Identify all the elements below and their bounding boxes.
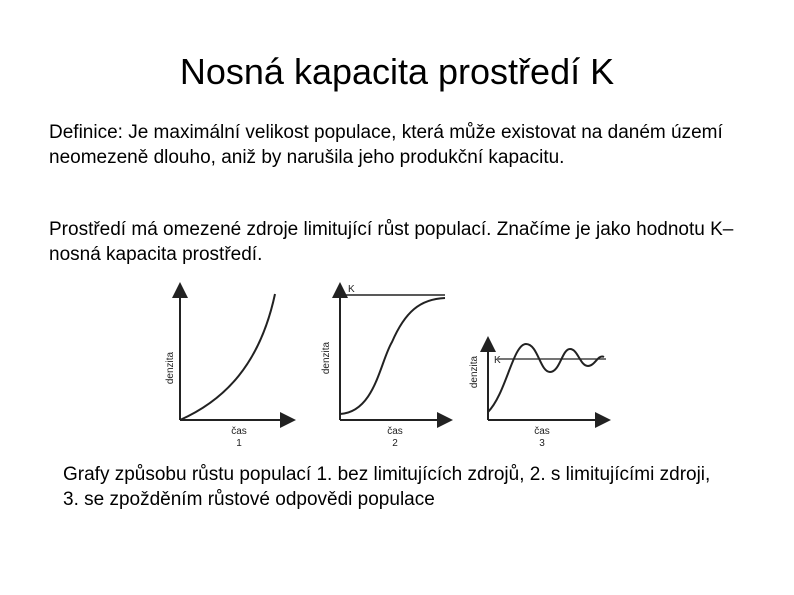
- graph-oscillating-growth: [458, 282, 608, 452]
- x-axis-label: čas: [387, 426, 403, 437]
- graph-exponential-growth: [155, 282, 295, 452]
- y-axis-label: denzita: [165, 351, 176, 385]
- growth-curve: [488, 344, 604, 412]
- y-axis-label: denzita: [321, 341, 332, 375]
- definition-text: Definice: Je maximální velikost populace, která může existovat na daném území neomezeně dlouho, aniž by narušila jeho produkční kapacitu.: [49, 122, 723, 168]
- graph-number: 3: [539, 438, 545, 449]
- y-axis-label: denzita: [469, 355, 480, 389]
- k-label: K: [494, 355, 501, 366]
- graph-number: 1: [236, 438, 242, 449]
- growth-curve: [180, 294, 275, 420]
- growth-curve: [340, 298, 445, 414]
- slide-title: Nosná kapacita prostředí K: [179, 51, 615, 92]
- k-label: K: [348, 284, 355, 295]
- graph-number: 2: [392, 438, 398, 449]
- x-axis-label: čas: [534, 426, 550, 437]
- graph-caption: Grafy způsobu růstu populací 1. bez limitujících zdrojů, 2. s limitujícími zdroji, 3. se zpožděním růstové odpovědi populace: [63, 464, 711, 510]
- graph-logistic-growth: [310, 282, 450, 452]
- description-text: Prostředí má omezené zdroje limitující růst populací. Značíme je jako hodnotu K– nosná kapacita prostředí.: [49, 219, 734, 265]
- x-axis-label: čas: [231, 426, 247, 437]
